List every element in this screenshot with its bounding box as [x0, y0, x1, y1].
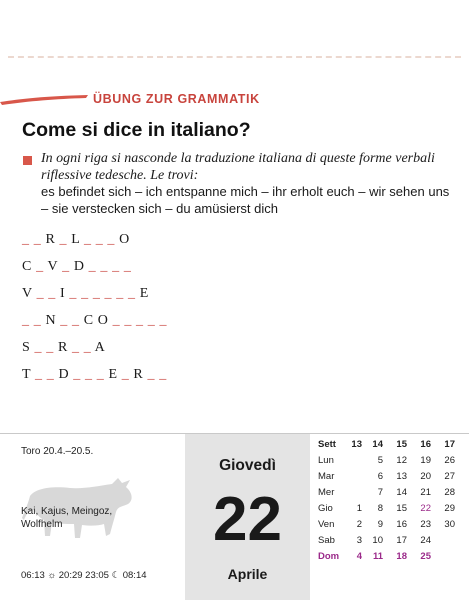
calendar-day: 18	[396, 551, 407, 562]
bullet-square	[23, 156, 32, 165]
puzzle-row: _ _ N _ _ C O _ _ _ _ _	[22, 313, 168, 328]
calendar-row	[314, 535, 464, 551]
calendar-row-label: Dom	[318, 551, 340, 562]
calendar-day: 22	[420, 503, 431, 514]
top-dashed-divider	[8, 56, 461, 58]
calendar-row-label: Mar	[318, 471, 335, 482]
calendar-day: 28	[444, 487, 455, 498]
puzzle-row: _ _ R _ L _ _ _ O	[22, 232, 130, 247]
zodiac-sign: Toro 20.4.–20.5.	[21, 446, 94, 457]
calendar-day: 20	[420, 471, 431, 482]
calendar-row-label: Lun	[318, 455, 334, 466]
puzzle-row: V _ _ I _ _ _ _ _ _ E	[22, 286, 149, 301]
puzzle-row: C _ V _ D _ _ _ _	[22, 259, 132, 274]
exercise-instruction: In ogni riga si nasconde la traduzione italiana di queste forme verbali riflessive tedesche. Le trovi:	[41, 151, 435, 183]
calendar-week-number: 13	[351, 439, 362, 450]
calendar-day: 2	[356, 519, 362, 530]
calendar-row-label: Sett	[318, 439, 336, 450]
calendar-day: 26	[444, 455, 455, 466]
calendar-day: 27	[444, 471, 455, 482]
calendar-day: 8	[377, 503, 383, 514]
calendar-day: 11	[372, 551, 383, 562]
calendar-day: 21	[420, 487, 431, 498]
calendar-day: 14	[396, 487, 407, 498]
calendar-row	[314, 471, 464, 487]
weekday-label: Giovedì	[219, 457, 276, 474]
calendar-day: 4	[356, 551, 362, 562]
calendar-row-label: Mer	[318, 487, 335, 498]
calendar-day: 17	[396, 535, 407, 546]
puzzle-row: S _ _ R _ _ A	[22, 340, 106, 355]
puzzle-row: T _ _ D _ _ _ E _ R _ _	[22, 367, 167, 382]
calendar-day: 6	[377, 471, 383, 482]
calendar-week-number: 16	[420, 439, 431, 450]
day-number: 22	[213, 485, 282, 554]
calendar-day: 23	[420, 519, 431, 530]
calendar-week-number: 14	[372, 439, 383, 450]
calendar-day: 30	[444, 519, 455, 530]
calendar-row	[314, 503, 464, 519]
calendar-day: 25	[420, 551, 431, 562]
calendar-day: 5	[377, 455, 383, 466]
calendar-row	[314, 551, 464, 567]
calendar-day: 9	[377, 519, 383, 530]
calendar-day: 12	[396, 455, 407, 466]
calendar-row	[314, 519, 464, 535]
calendar-day: 3	[356, 535, 362, 546]
calendar-week-number: 17	[444, 439, 455, 450]
month-label: Aprile	[227, 566, 268, 582]
calendar-row	[314, 487, 464, 503]
letter-puzzle	[22, 230, 167, 392]
calendar-day: 29	[444, 503, 455, 514]
calendar-day: 15	[396, 503, 407, 514]
calendar-week-number: 15	[396, 439, 407, 450]
calendar-day: 16	[396, 519, 407, 530]
german-verb-list: es befindet sich – ich entspanne mich – ihr erholt euch – wir sehen uns – sie verstecken sich – du amüsierst dich	[41, 184, 450, 216]
red-brushstroke-decoration	[0, 90, 90, 106]
date-block	[185, 434, 310, 600]
name-days: Kai, Kajus, Meingoz, Wolfhelm	[21, 506, 113, 530]
calendar-day: 13	[396, 471, 407, 482]
calendar-row-label: Sab	[318, 535, 335, 546]
calendar-row-label: Gio	[318, 503, 333, 514]
calendar-day: 19	[420, 455, 431, 466]
calendar-day: 10	[372, 535, 383, 546]
calendar-row	[314, 455, 464, 471]
calendar-day: 1	[356, 503, 362, 514]
mini-calendar	[314, 434, 464, 600]
calendar-row-label: Ven	[318, 519, 335, 530]
calendar-day: 24	[420, 535, 431, 546]
section-label: ÜBUNG ZUR GRAMMATIK	[93, 92, 260, 106]
sun-moon-times: 06:13 ☼ 20:29 23:05 ☾ 08:14	[21, 570, 147, 581]
footer-info	[0, 434, 184, 600]
calendar-header-row	[314, 439, 464, 455]
exercise-title: Come si dice in italiano?	[22, 119, 251, 141]
calendar-day: 7	[377, 487, 383, 498]
